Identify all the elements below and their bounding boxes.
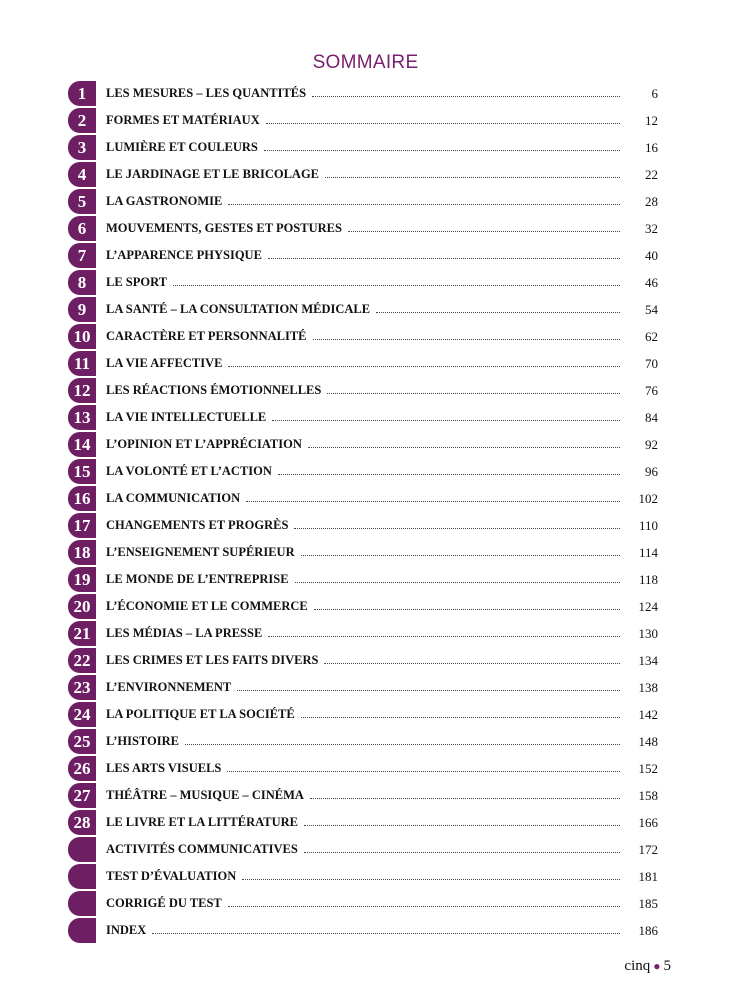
- toc-entry-label: [106, 647, 620, 674]
- toc-entry: [68, 755, 662, 782]
- toc-entry-label: [106, 458, 620, 485]
- page-ref: 142: [638, 707, 658, 722]
- chapter-title: LA COMMUNICATION: [106, 491, 241, 505]
- table-of-contents: [68, 80, 662, 944]
- page-ref: 138: [638, 680, 658, 695]
- chapter-number-tab: 25: [68, 729, 96, 754]
- chapter-number-tab: 20: [68, 594, 96, 619]
- toc-entry-label: [106, 701, 620, 728]
- chapter-title: L’ÉCONOMIE ET LE COMMERCE: [106, 599, 308, 613]
- chapter-title: LA GASTRONOMIE: [106, 194, 223, 208]
- toc-entry-label: [106, 242, 620, 269]
- dot-leader: [266, 123, 620, 124]
- toc-entry-label: [106, 674, 620, 701]
- chapter-title: LES MÉDIAS – LA PRESSE: [106, 626, 263, 640]
- page-footer: [624, 958, 671, 975]
- page-ref: 76: [645, 383, 658, 398]
- toc-entry: [68, 782, 662, 809]
- page-ref: 92: [645, 437, 658, 452]
- page-ref: 114: [638, 545, 658, 560]
- toc-entry-label: [106, 566, 620, 593]
- chapter-title: CARACTÈRE ET PERSONNALITÉ: [106, 329, 307, 343]
- page-ref: 62: [645, 329, 658, 344]
- dot-leader: [301, 717, 620, 718]
- toc-entry: [68, 431, 662, 458]
- bullet-icon: ●: [653, 959, 661, 973]
- chapter-title: LES CRIMES ET LES FAITS DIVERS: [106, 653, 319, 667]
- chapter-number-tab: 2: [68, 108, 96, 133]
- dot-leader: [301, 555, 620, 556]
- chapter-title: CORRIGÉ DU TEST: [106, 896, 222, 910]
- toc-entry-label: [106, 107, 620, 134]
- chapter-number-tab: 7: [68, 243, 96, 268]
- dot-leader: [348, 231, 620, 232]
- toc-entry-label: [106, 539, 620, 566]
- chapter-number-tab: 13: [68, 405, 96, 430]
- dot-leader: [295, 582, 620, 583]
- toc-entry: [68, 539, 662, 566]
- chapter-title: L’OPINION ET L’APPRÉCIATION: [106, 437, 302, 451]
- page-ref: 134: [638, 653, 658, 668]
- chapter-title: LES MESURES – LES QUANTITÉS: [106, 86, 307, 100]
- toc-entry: [68, 863, 662, 890]
- chapter-title: L’ENVIRONNEMENT: [106, 680, 232, 694]
- toc-entry-label: [106, 512, 620, 539]
- chapter-title: LA POLITIQUE ET LA SOCIÉTÉ: [106, 707, 295, 721]
- chapter-number-tab: [68, 891, 96, 916]
- page-ref: 6: [651, 86, 658, 101]
- toc-entry-label: [106, 485, 620, 512]
- chapter-title: CHANGEMENTS ET PROGRÈS: [106, 518, 289, 532]
- dot-leader: [324, 663, 620, 664]
- page-ref: 186: [638, 923, 658, 938]
- chapter-title: LE JARDINAGE ET LE BRICOLAGE: [106, 167, 320, 181]
- chapter-number-tab: [68, 837, 96, 862]
- toc-entry-label: [106, 404, 620, 431]
- dot-leader: [264, 150, 620, 151]
- dot-leader: [272, 420, 620, 421]
- chapter-number-tab: 1: [68, 81, 96, 106]
- dot-leader: [185, 744, 620, 745]
- dot-leader: [313, 339, 620, 340]
- toc-entry: [68, 161, 662, 188]
- dot-leader: [228, 906, 620, 907]
- toc-entry: [68, 269, 662, 296]
- chapter-title: ACTIVITÉS COMMUNICATIVES: [106, 842, 298, 856]
- chapter-number-tab: 10: [68, 324, 96, 349]
- toc-entry-label: [106, 917, 620, 944]
- page-ref: 158: [638, 788, 658, 803]
- chapter-title: LES ARTS VISUELS: [106, 761, 222, 775]
- toc-entry: [68, 512, 662, 539]
- toc-entry-label: [106, 188, 620, 215]
- chapter-title: LES RÉACTIONS ÉMOTIONNELLES: [106, 383, 322, 397]
- page-ref: 152: [638, 761, 658, 776]
- toc-entry-label: [106, 782, 620, 809]
- chapter-title: THÉÂTRE – MUSIQUE – CINÉMA: [106, 788, 304, 802]
- page-ref: 70: [645, 356, 658, 371]
- page-ref: 32: [645, 221, 658, 236]
- chapter-title: FORMES ET MATÉRIAUX: [106, 113, 260, 127]
- chapter-number-tab: 18: [68, 540, 96, 565]
- chapter-number-tab: 24: [68, 702, 96, 727]
- toc-entry-label: [106, 215, 620, 242]
- page-ref: 118: [638, 572, 658, 587]
- chapter-title: LA VIE INTELLECTUELLE: [106, 410, 267, 424]
- chapter-title: L’ENSEIGNEMENT SUPÉRIEUR: [106, 545, 295, 559]
- dot-leader: [227, 771, 620, 772]
- dot-leader: [152, 933, 620, 934]
- chapter-number-tab: [68, 864, 96, 889]
- toc-entry: [68, 647, 662, 674]
- chapter-number-tab: 5: [68, 189, 96, 214]
- chapter-number-tab: 15: [68, 459, 96, 484]
- page-ref: 130: [638, 626, 658, 641]
- page-ref: 12: [645, 113, 658, 128]
- dot-leader: [228, 366, 620, 367]
- chapter-title: L’APPARENCE PHYSIQUE: [106, 248, 262, 262]
- page-number: 5: [663, 958, 671, 974]
- toc-entry: [68, 107, 662, 134]
- page-ref: 46: [645, 275, 658, 290]
- toc-entry: [68, 674, 662, 701]
- chapter-number-tab: 23: [68, 675, 96, 700]
- chapter-number-tab: 22: [68, 648, 96, 673]
- dot-leader: [268, 258, 620, 259]
- toc-entry-label: [106, 350, 620, 377]
- page-ref: 110: [638, 518, 658, 533]
- dot-leader: [312, 96, 620, 97]
- dot-leader: [294, 528, 620, 529]
- chapter-number-tab: 26: [68, 756, 96, 781]
- toc-entry: [68, 134, 662, 161]
- dot-leader: [242, 879, 620, 880]
- page-ref: 22: [645, 167, 658, 182]
- toc-entry: [68, 377, 662, 404]
- toc-entry: [68, 809, 662, 836]
- dot-leader: [304, 852, 620, 853]
- toc-entry-label: [106, 80, 620, 107]
- page-ref: 185: [638, 896, 658, 911]
- chapter-number-tab: 14: [68, 432, 96, 457]
- toc-entry-label: [106, 323, 620, 350]
- chapter-title: LUMIÈRE ET COULEURS: [106, 140, 258, 154]
- toc-entry: [68, 701, 662, 728]
- toc-entry: [68, 323, 662, 350]
- toc-entry: [68, 80, 662, 107]
- chapter-number-tab: 19: [68, 567, 96, 592]
- chapter-number-tab: 27: [68, 783, 96, 808]
- toc-entry-label: [106, 593, 620, 620]
- dot-leader: [173, 285, 620, 286]
- chapter-number-tab: 8: [68, 270, 96, 295]
- chapter-title: LA SANTÉ – LA CONSULTATION MÉDICALE: [106, 302, 371, 316]
- toc-entry: [68, 620, 662, 647]
- page-ref: 16: [645, 140, 658, 155]
- toc-entry-label: [106, 728, 620, 755]
- page-ref: 166: [638, 815, 658, 830]
- dot-leader: [304, 825, 620, 826]
- toc-entry-label: [106, 809, 620, 836]
- chapter-number-tab: 4: [68, 162, 96, 187]
- chapter-number-tab: 21: [68, 621, 96, 646]
- toc-entry-label: [106, 890, 620, 917]
- toc-entry: [68, 566, 662, 593]
- toc-entry-label: [106, 296, 620, 323]
- chapter-number-tab: 17: [68, 513, 96, 538]
- chapter-number-tab: 16: [68, 486, 96, 511]
- toc-entry: [68, 404, 662, 431]
- chapter-number-tab: 6: [68, 216, 96, 241]
- toc-entry-label: [106, 377, 620, 404]
- toc-entry-label: [106, 836, 620, 863]
- page-ref: 28: [645, 194, 658, 209]
- toc-entry: [68, 728, 662, 755]
- toc-entry-label: [106, 431, 620, 458]
- chapter-number-tab: 9: [68, 297, 96, 322]
- page-ref: 148: [638, 734, 658, 749]
- chapter-number-tab: 3: [68, 135, 96, 160]
- page-ref: 96: [645, 464, 658, 479]
- dot-leader: [308, 447, 620, 448]
- toc-entry: [68, 350, 662, 377]
- dot-leader: [278, 474, 620, 475]
- dot-leader: [327, 393, 620, 394]
- toc-entry-label: [106, 863, 620, 890]
- chapter-title: L’HISTOIRE: [106, 734, 179, 748]
- toc-entry-label: [106, 755, 620, 782]
- chapter-title: MOUVEMENTS, GESTES ET POSTURES: [106, 221, 342, 235]
- chapter-number-tab: 12: [68, 378, 96, 403]
- dot-leader: [325, 177, 620, 178]
- toc-entry: [68, 188, 662, 215]
- chapter-number-tab: [68, 918, 96, 943]
- toc-entry: [68, 242, 662, 269]
- chapter-title: LE MONDE DE L’ENTREPRISE: [106, 572, 289, 586]
- toc-entry-label: [106, 620, 620, 647]
- chapter-title: LE LIVRE ET LA LITTÉRATURE: [106, 815, 298, 829]
- chapter-title: LA VOLONTÉ ET L’ACTION: [106, 464, 272, 478]
- chapter-title: INDEX: [106, 923, 147, 937]
- chapter-title: LE SPORT: [106, 275, 168, 289]
- chapter-title: LA VIE AFFECTIVE: [106, 356, 223, 370]
- chapter-number-tab: 11: [68, 351, 96, 376]
- page-number-word: cinq: [624, 958, 651, 974]
- toc-entry: [68, 593, 662, 620]
- dot-leader: [246, 501, 620, 502]
- dot-leader: [237, 690, 620, 691]
- toc-entry: [68, 485, 662, 512]
- toc-entry: [68, 458, 662, 485]
- toc-entry: [68, 215, 662, 242]
- toc-entry: [68, 890, 662, 917]
- page-ref: 124: [638, 599, 658, 614]
- toc-entry: [68, 917, 662, 944]
- dot-leader: [228, 204, 620, 205]
- page-ref: 40: [645, 248, 658, 263]
- page-ref: 84: [645, 410, 658, 425]
- page-ref: 172: [638, 842, 658, 857]
- page-ref: 181: [638, 869, 658, 884]
- dot-leader: [314, 609, 620, 610]
- dot-leader: [310, 798, 620, 799]
- dot-leader: [268, 636, 620, 637]
- toc-entry-label: [106, 134, 620, 161]
- toc-entry: [68, 836, 662, 863]
- dot-leader: [376, 312, 620, 313]
- toc-entry: [68, 296, 662, 323]
- chapter-number-tab: 28: [68, 810, 96, 835]
- toc-entry-label: [106, 269, 620, 296]
- chapter-title: TEST D’ÉVALUATION: [106, 869, 237, 883]
- page-title: SOMMAIRE: [312, 52, 419, 73]
- toc-entry-label: [106, 161, 620, 188]
- page-ref: 54: [645, 302, 658, 317]
- page-ref: 102: [638, 491, 658, 506]
